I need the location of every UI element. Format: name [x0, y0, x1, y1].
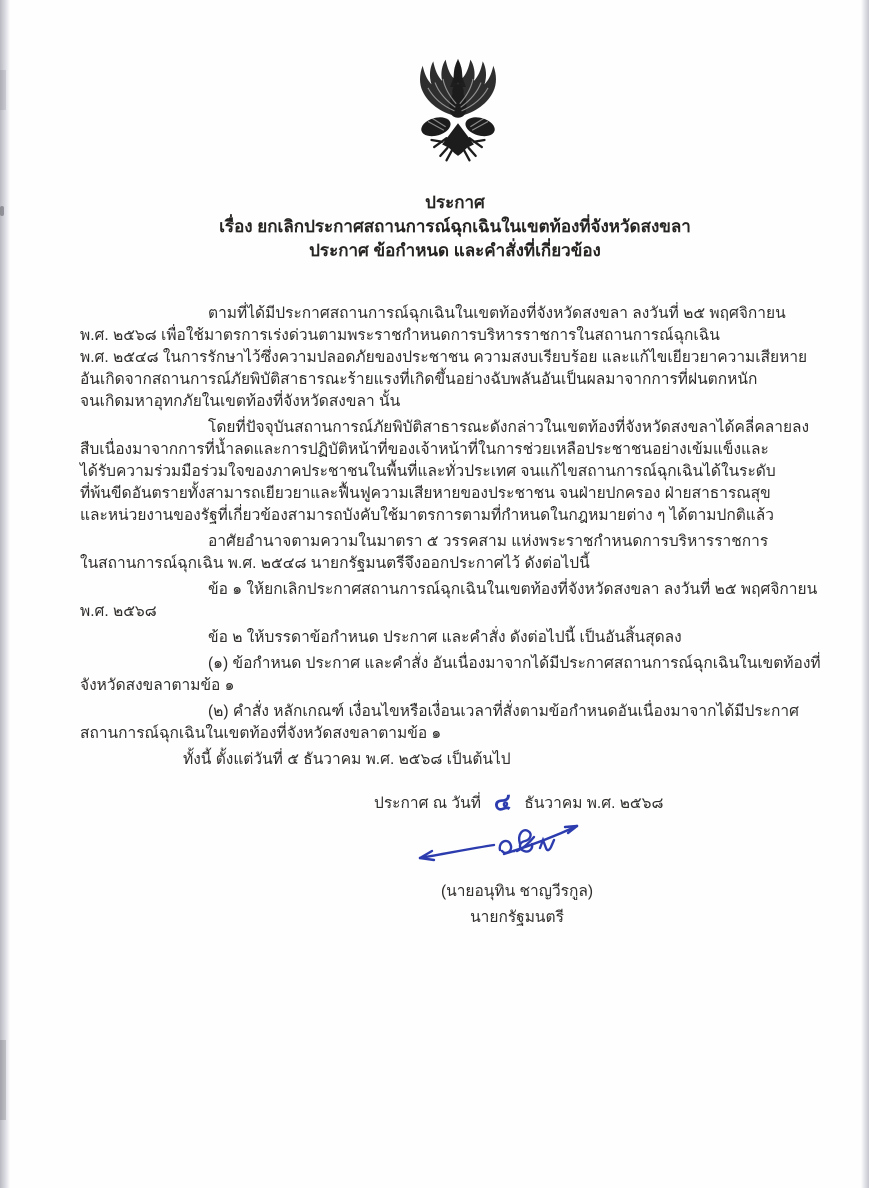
document-line: (๒) คำสั่ง หลักเกณฑ์ เงื่อนไขหรือเงื่อนเวลาที่สั่งตามข้อกำหนดอันเนื่องมาจากได้มีประกาศ	[208, 703, 799, 720]
document-line: (๑) ข้อกำหนด ประกาศ และคำสั่ง อันเนื่องมาจากได้มีประกาศสถานการณ์ฉุกเฉินในเขตท้องที่	[208, 655, 821, 672]
document-line: พ.ศ. ๒๕๖๘ เพื่อใช้มาตรการเร่งด่วนตามพระราชกำหนดการบริหารราชการในสถานการณ์ฉุกเฉิน	[80, 327, 720, 344]
document-line: พ.ศ. ๒๕๔๘ ในการรักษาไว้ซึ่งความปลอดภัยของประชาชน ความสงบเรียบร้อย และแก้ไขเยียวยาความเสียหาย	[80, 349, 808, 366]
scan-artifact	[0, 70, 6, 110]
document-line: สถานการณ์ฉุกเฉินในเขตท้องที่จังหวัดสงขลาตามข้อ ๑	[80, 725, 442, 742]
signature-ink	[414, 818, 586, 868]
proclamation-date-line	[374, 788, 664, 817]
date-suffix: ธันวาคม พ.ศ. ๒๕๖๘	[524, 795, 664, 812]
scan-edge-left	[0, 0, 10, 1188]
scan-artifact	[0, 206, 4, 216]
signer-name: (นายอนุทิน ชาญวีรกูล)	[440, 883, 594, 900]
document-line: และหน่วยงานของรัฐที่เกี่ยวข้องสามารถบังคับใช้มาตรการตามที่กำหนดในกฎหมายต่าง ๆ ได้ตามปกติแล้ว	[80, 507, 774, 524]
document-line: สืบเนื่องมาจากการที่น้ำลดและการปฏิบัติหน้าที่ของเจ้าหน้าที่ในการช่วยเหลือประชาชนอย่างเข้มแข็งและ	[80, 441, 769, 458]
date-prefix: ประกาศ ณ วันที่	[374, 795, 481, 812]
document-line: จังหวัดสงขลาตามข้อ ๑	[80, 677, 235, 694]
signer-block	[367, 879, 667, 931]
document-line: ข้อ ๑ ให้ยกเลิกประกาศสถานการณ์ฉุกเฉินในเขตท้องที่จังหวัดสงขลา ลงวันที่ ๒๕ พฤศจิกายน	[208, 581, 818, 598]
scan-artifact	[0, 1040, 6, 1120]
title-line-1: ประกาศ	[425, 193, 485, 212]
scan-edge-right	[861, 0, 869, 1188]
document-title	[105, 191, 805, 263]
document-line: ข้อ ๒ ให้บรรดาข้อกำหนด ประกาศ และคำสั่ง ดังต่อไปนี้ เป็นอันสิ้นสุดลง	[208, 629, 682, 646]
document-line: ได้รับความร่วมมือร่วมใจของภาคประชาชนในพื้นที่และทั่วประเทศ จนแก้ไขสถานการณ์ฉุกเฉินได้ในระดับ	[80, 463, 776, 480]
document-line: อันเกิดจากสถานการณ์ภัยพิบัติสาธารณะร้ายแรงที่เกิดขึ้นอย่างฉับพลันอันเป็นผลมาจากการที่ฝนตกหนัก	[80, 371, 758, 388]
title-line-2: เรื่อง ยกเลิกประกาศสถานการณ์ฉุกเฉินในเขตท้องที่จังหวัดสงขลา	[219, 217, 691, 236]
title-line-3: ประกาศ ข้อกำหนด และคำสั่งที่เกี่ยวข้อง	[309, 241, 601, 260]
signer-title: นายกรัฐมนตรี	[470, 909, 564, 926]
document-body	[80, 303, 821, 771]
garuda-emblem-icon	[405, 55, 511, 172]
document-line: ในสถานการณ์ฉุกเฉิน พ.ศ. ๒๕๔๘ นายกรัฐมนตรีจึงออกประกาศไว้ ดังต่อไปนี้	[80, 555, 590, 572]
document-line: พ.ศ. ๒๕๖๘	[80, 603, 157, 620]
handwritten-day-ink: ๔	[492, 788, 513, 817]
document-line: ทั้งนี้ ตั้งแต่วันที่ ๕ ธันวาคม พ.ศ. ๒๕๖๘ เป็นต้นไป	[183, 751, 511, 768]
document-line: จนเกิดมหาอุทกภัยในเขตท้องที่จังหวัดสงขลา นั้น	[80, 393, 401, 410]
document-line: อาศัยอำนาจตามความในมาตรา ๕ วรรคสาม แห่งพระราชกำหนดการบริหารราชการ	[208, 533, 769, 550]
document-line: โดยที่ปัจจุบันสถานการณ์ภัยพิบัติสาธารณะดังกล่าวในเขตท้องที่จังหวัดสงขลาได้คลี่คลายลง	[208, 419, 810, 436]
document-line: ตามที่ได้มีประกาศสถานการณ์ฉุกเฉินในเขตท้องที่จังหวัดสงขลา ลงวันที่ ๒๕ พฤศจิกายน	[208, 305, 786, 322]
document-line: ที่พ้นขีดอันตรายทั้งสามารถเยียวยาและฟื้นฟูความเสียหายของประชาชน จนฝ่ายปกครอง ฝ่ายสาธารณสุข	[80, 485, 771, 502]
